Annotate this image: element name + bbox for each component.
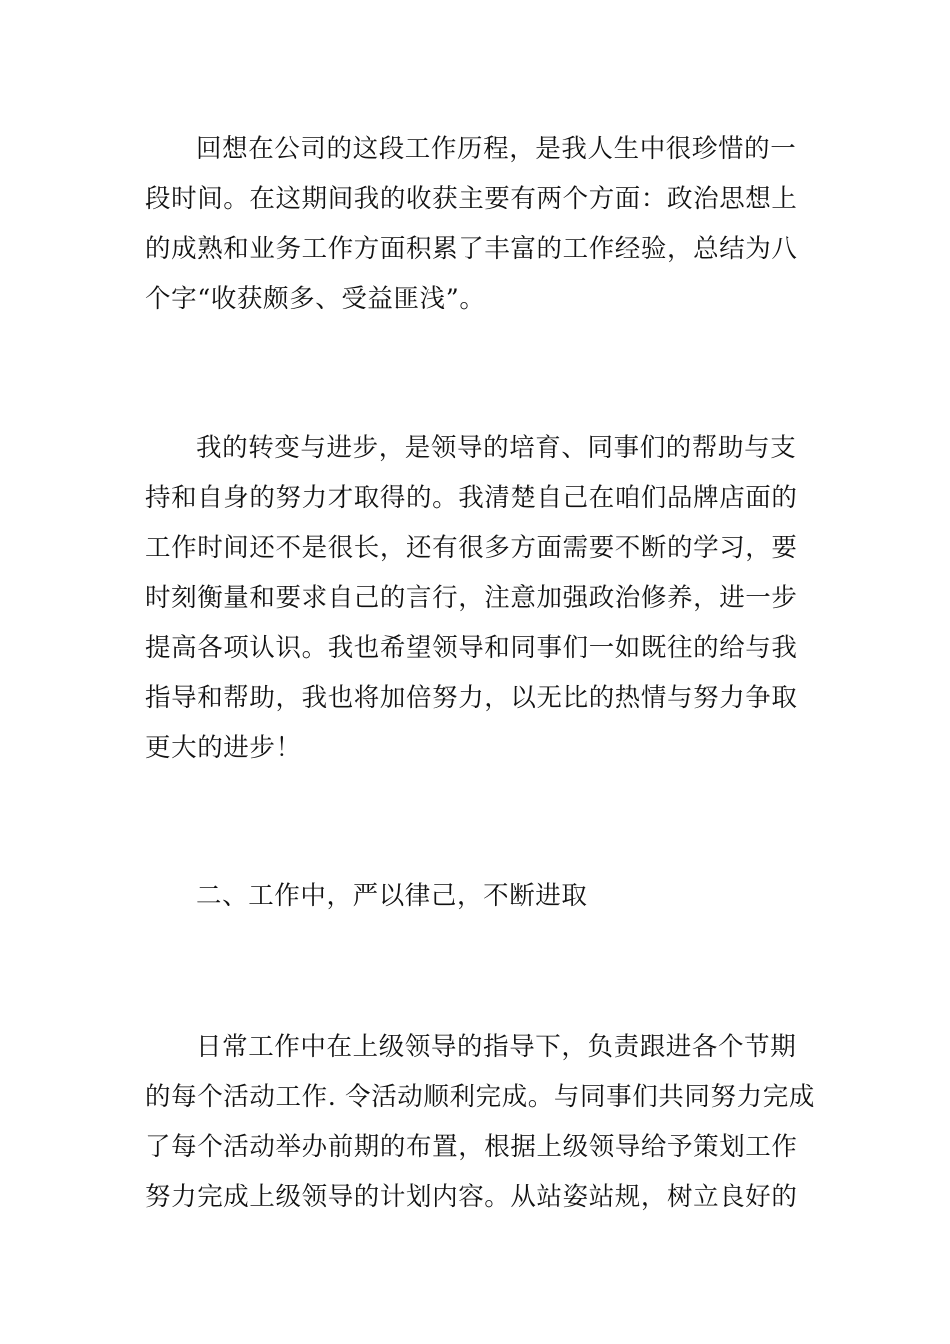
paragraph-line: 提高各项认识。我也希望领导和同事们一如既往的给与我: [145, 633, 798, 663]
paragraph-line: 指导和帮助，我也将加倍努力，以无比的热情与努力争取: [145, 683, 798, 713]
paragraph-line: 时刻衡量和要求自己的言行，注意加强政治修养，进一步: [145, 583, 798, 613]
section-heading-text: 二、工作中，严以律己，不断进取: [196, 881, 588, 911]
paragraph-line: 持和自身的努力才取得的。我清楚自己在咱们品牌店面的: [145, 483, 798, 513]
paragraph-line: 回想在公司的这段工作历程，是我人生中很珍惜的一: [196, 134, 797, 164]
paragraph-line: 我的转变与进步，是领导的培育、同事们的帮助与支: [196, 433, 797, 463]
paragraph-line: 了每个活动举办前期的布置，根据上级领导给予策划工作: [145, 1132, 798, 1162]
paragraph-line: 日常工作中在上级领导的指导下，负责跟进各个节期: [196, 1032, 797, 1062]
paragraph-line: 工作时间还不是很长，还有很多方面需要不断的学习，要: [145, 533, 798, 563]
paragraph-line: 努力完成上级领导的计划内容。从站姿站规，树立良好的: [145, 1182, 798, 1212]
paragraph-line: 更大的进步！: [145, 733, 302, 763]
paragraph-line: 个字“收获颇多、受益匪浅”。: [145, 284, 486, 314]
paragraph-line: 段时间。在这期间我的收获主要有两个方面：政治思想上: [145, 184, 798, 214]
paragraph-line: 的成熟和业务工作方面积累了丰富的工作经验，总结为八: [145, 234, 798, 264]
paragraph-line: 的每个活动工作. 令活动顺利完成。与同事们共同努力完成: [145, 1082, 815, 1112]
